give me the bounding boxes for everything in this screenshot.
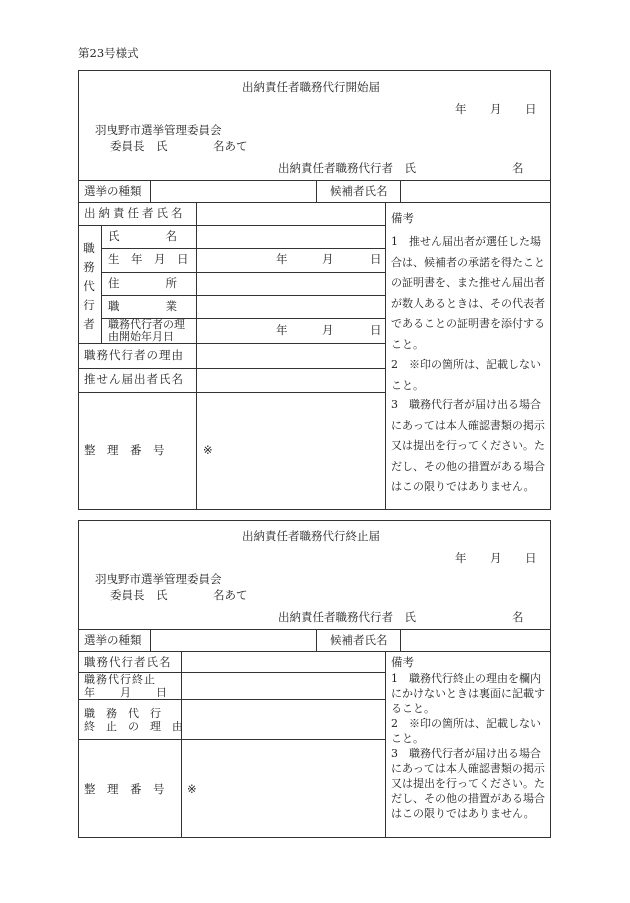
deputy-group-char: 務 bbox=[83, 260, 95, 274]
divider bbox=[78, 225, 385, 226]
divider bbox=[78, 629, 551, 630]
end-deputy-name-label: 職務代行者氏名 bbox=[84, 655, 172, 669]
start-date-month: 月 bbox=[490, 102, 502, 116]
start-election-type-label: 選挙の種類 bbox=[84, 184, 142, 198]
end-date-label-1: 職務代行終止 bbox=[84, 673, 156, 686]
end-signer-name-suffix: 名 bbox=[512, 610, 524, 624]
divider bbox=[316, 180, 317, 202]
start-form-title: 出納責任者職務代行開始届 bbox=[242, 80, 380, 94]
start-addressee-org: 羽曳野市選挙管理委員会 bbox=[95, 123, 222, 137]
deputy-group-char: 職 bbox=[83, 241, 95, 255]
start-day: 日 bbox=[370, 323, 382, 337]
deputy-address-label: 住 所 bbox=[108, 276, 177, 290]
divider bbox=[385, 651, 386, 838]
start-year: 年 bbox=[276, 323, 288, 337]
divider bbox=[101, 295, 385, 296]
divider bbox=[316, 629, 317, 651]
start-date-year: 年 bbox=[455, 102, 467, 116]
deputy-group-char: 者 bbox=[83, 317, 95, 331]
divider bbox=[181, 651, 182, 838]
birth-month: 月 bbox=[322, 252, 334, 266]
start-ref-number-mark: ※ bbox=[203, 443, 213, 457]
end-notes-title: 備考 bbox=[391, 655, 414, 669]
deputy-start-date-label-1: 職務代行者の理 bbox=[108, 318, 185, 331]
recommender-label: 推せん届出者氏名 bbox=[84, 372, 184, 386]
deputy-start-date-label-2: 由開始年月日 bbox=[108, 330, 174, 343]
divider bbox=[78, 651, 551, 652]
form-number: 第23号様式 bbox=[78, 46, 139, 60]
start-candidate-name-label: 候補者氏名 bbox=[330, 184, 388, 198]
start-note-2: 2 ※印の箇所は、記載しないこと。 bbox=[391, 358, 541, 392]
start-addressee-suffix: 名あて bbox=[213, 139, 248, 153]
end-reason-label-1: 職 務 代 行 bbox=[84, 707, 161, 720]
end-election-type-label: 選挙の種類 bbox=[84, 633, 142, 647]
birth-day: 日 bbox=[370, 252, 382, 266]
divider bbox=[150, 180, 151, 202]
end-reason-label-2: 終 止 の 理 由 bbox=[84, 720, 183, 733]
divider bbox=[78, 392, 385, 393]
birth-year: 年 bbox=[276, 252, 288, 266]
divider bbox=[101, 272, 385, 273]
start-ref-number-label: 整 理 番 号 bbox=[84, 443, 165, 457]
deputy-birthdate-label: 生 年 月 日 bbox=[108, 252, 189, 266]
end-addressee-org: 羽曳野市選挙管理委員会 bbox=[95, 572, 222, 586]
end-signer-label: 出納責任者職務代行者 氏 bbox=[278, 610, 416, 624]
end-note-3: 3 職務代行者が届け出る場合にあっては本人確認書類の掲示又は提出を行ってください。ただし、その他の措置がある場合はこの限りではありません。 bbox=[391, 747, 545, 820]
end-date-label-2: 年 月 日 bbox=[84, 686, 168, 699]
divider bbox=[78, 368, 385, 369]
deputy-group-char: 行 bbox=[83, 298, 95, 312]
start-note-1: 1 推せん届出者が選任した場合は、候補者の承諾を得たことの証明書を、また推せん届出者が数人あるときは、その代表者であることの証明書を添付すること。 bbox=[391, 235, 545, 351]
divider bbox=[400, 180, 401, 202]
divider bbox=[150, 629, 151, 651]
start-addressee-chair: 委員長 氏 bbox=[110, 139, 168, 153]
end-addressee-suffix: 名あて bbox=[213, 588, 248, 602]
divider bbox=[385, 202, 386, 510]
end-candidate-name-label: 候補者氏名 bbox=[330, 633, 388, 647]
divider bbox=[78, 739, 385, 740]
deputy-name-label: 氏 名 bbox=[108, 229, 177, 243]
end-form-title: 出納責任者職務代行終止届 bbox=[242, 529, 380, 543]
end-addressee-chair: 委員長 氏 bbox=[110, 588, 168, 602]
start-month: 月 bbox=[322, 323, 334, 337]
end-ref-number-label: 整 理 番 号 bbox=[84, 782, 165, 796]
divider bbox=[101, 225, 102, 343]
start-date-day: 日 bbox=[525, 102, 537, 116]
start-signer-name-suffix: 名 bbox=[512, 161, 524, 175]
end-date-day: 日 bbox=[525, 551, 537, 565]
reason-label: 職務代行者の理由 bbox=[84, 348, 184, 362]
divider bbox=[78, 180, 551, 181]
divider bbox=[78, 202, 551, 203]
start-note-3: 3 職務代行者が届け出る場合にあっては本人確認書類の掲示又は提出を行ってください。ただし、その他の措置がある場合はこの限りではありません。 bbox=[391, 398, 545, 493]
divider bbox=[400, 629, 401, 651]
deputy-occupation-label: 職 業 bbox=[108, 299, 177, 313]
deputy-group-char: 代 bbox=[83, 279, 95, 293]
start-treasurer-name-label: 出納責任者氏名 bbox=[84, 206, 186, 220]
start-signer-label: 出納責任者職務代行者 氏 bbox=[278, 161, 416, 175]
start-notes-title: 備考 bbox=[391, 211, 414, 225]
end-date-month: 月 bbox=[490, 551, 502, 565]
end-note-2: 2 ※印の箇所は、記載しないこと。 bbox=[391, 717, 541, 745]
end-note-1: 1 職務代行終止の理由を欄内にかけないときは裏面に記載すること。 bbox=[391, 672, 545, 715]
divider bbox=[101, 248, 385, 249]
end-ref-number-mark: ※ bbox=[187, 782, 197, 796]
end-date-year: 年 bbox=[455, 551, 467, 565]
